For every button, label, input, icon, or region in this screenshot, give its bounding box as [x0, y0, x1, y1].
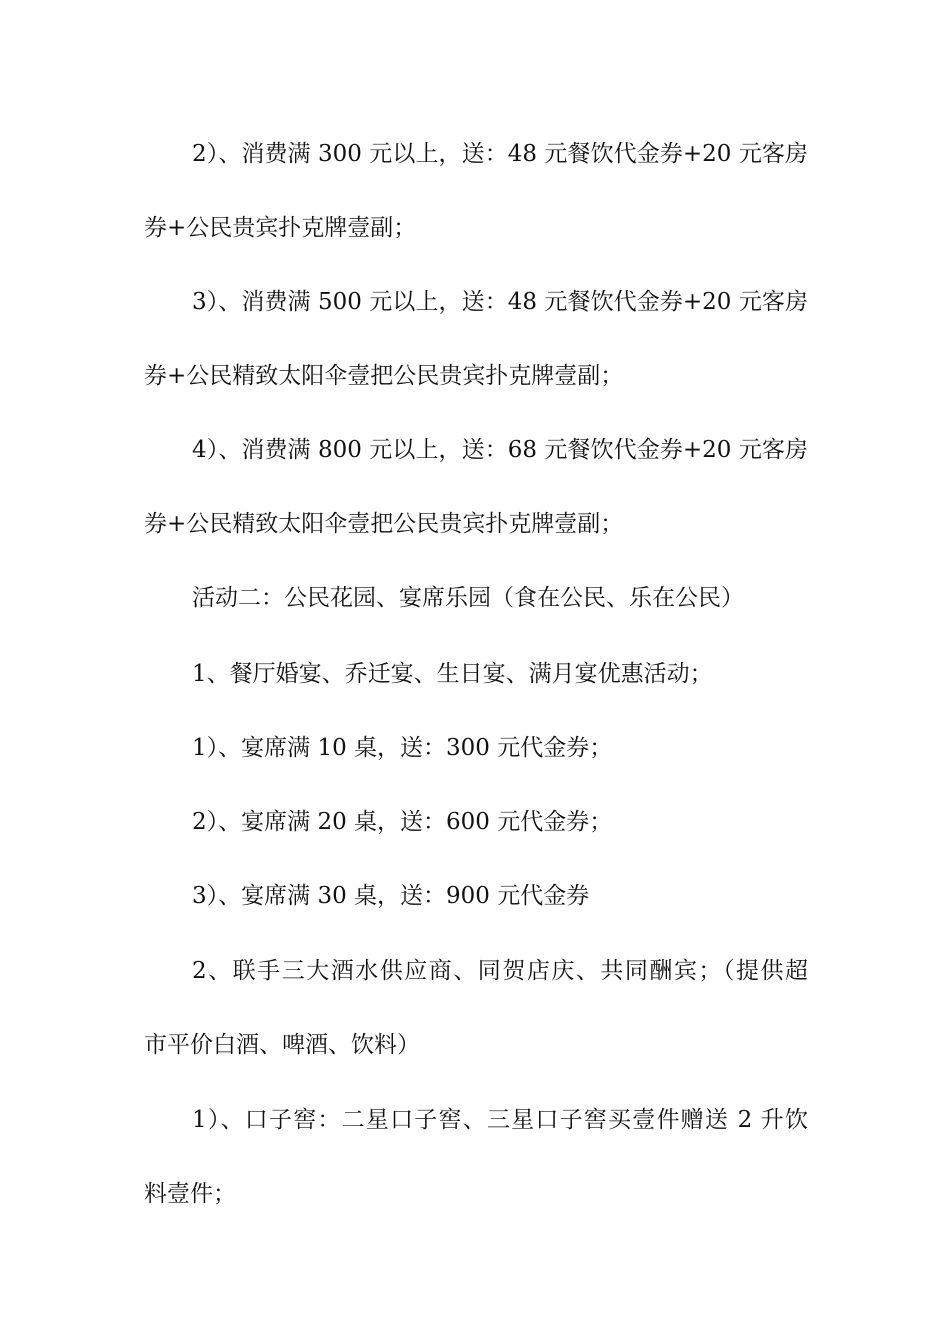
paragraph-line: 4）、消费满 800 元以上，送：68 元餐饮代金券+20 元客房: [192, 437, 808, 463]
list-item: 1）、口子窖：二星口子窖、三星口子窖买壹件赠送 2 升饮: [192, 1107, 808, 1133]
paragraph-line: 券+公民精致太阳伞壹把公民贵宾扑克牌壹副；: [144, 511, 624, 537]
paragraph-line: 3）、消费满 500 元以上，送：48 元餐饮代金券+20 元客房: [192, 289, 808, 315]
paragraph-line: 2）、消费满 300 元以上，送：48 元餐饮代金券+20 元客房: [192, 141, 808, 167]
list-item: 2）、宴席满 20 桌，送：600 元代金券；: [192, 809, 613, 835]
paragraph-line: 料壹件；: [144, 1181, 236, 1207]
paragraph-line: 市平价白酒、啤酒、饮料）: [144, 1032, 420, 1058]
list-item: 3）、宴席满 30 桌，送：900 元代金券: [192, 883, 590, 909]
paragraph-line: 券+公民贵宾扑克牌壹副；: [144, 215, 417, 241]
list-item: 1）、宴席满 10 桌，送：300 元代金券；: [192, 735, 613, 761]
paragraph-line: 2、联手三大酒水供应商、同贺店庆、共同酬宾；（提供超: [192, 958, 808, 984]
paragraph-line: 1、餐厅婚宴、乔迁宴、生日宴、满月宴优惠活动；: [192, 661, 713, 687]
paragraph-line: 券+公民精致太阳伞壹把公民贵宾扑克牌壹副；: [144, 363, 624, 389]
section-heading: 活动二：公民花园、宴席乐园（食在公民、乐在公民）: [192, 585, 744, 611]
